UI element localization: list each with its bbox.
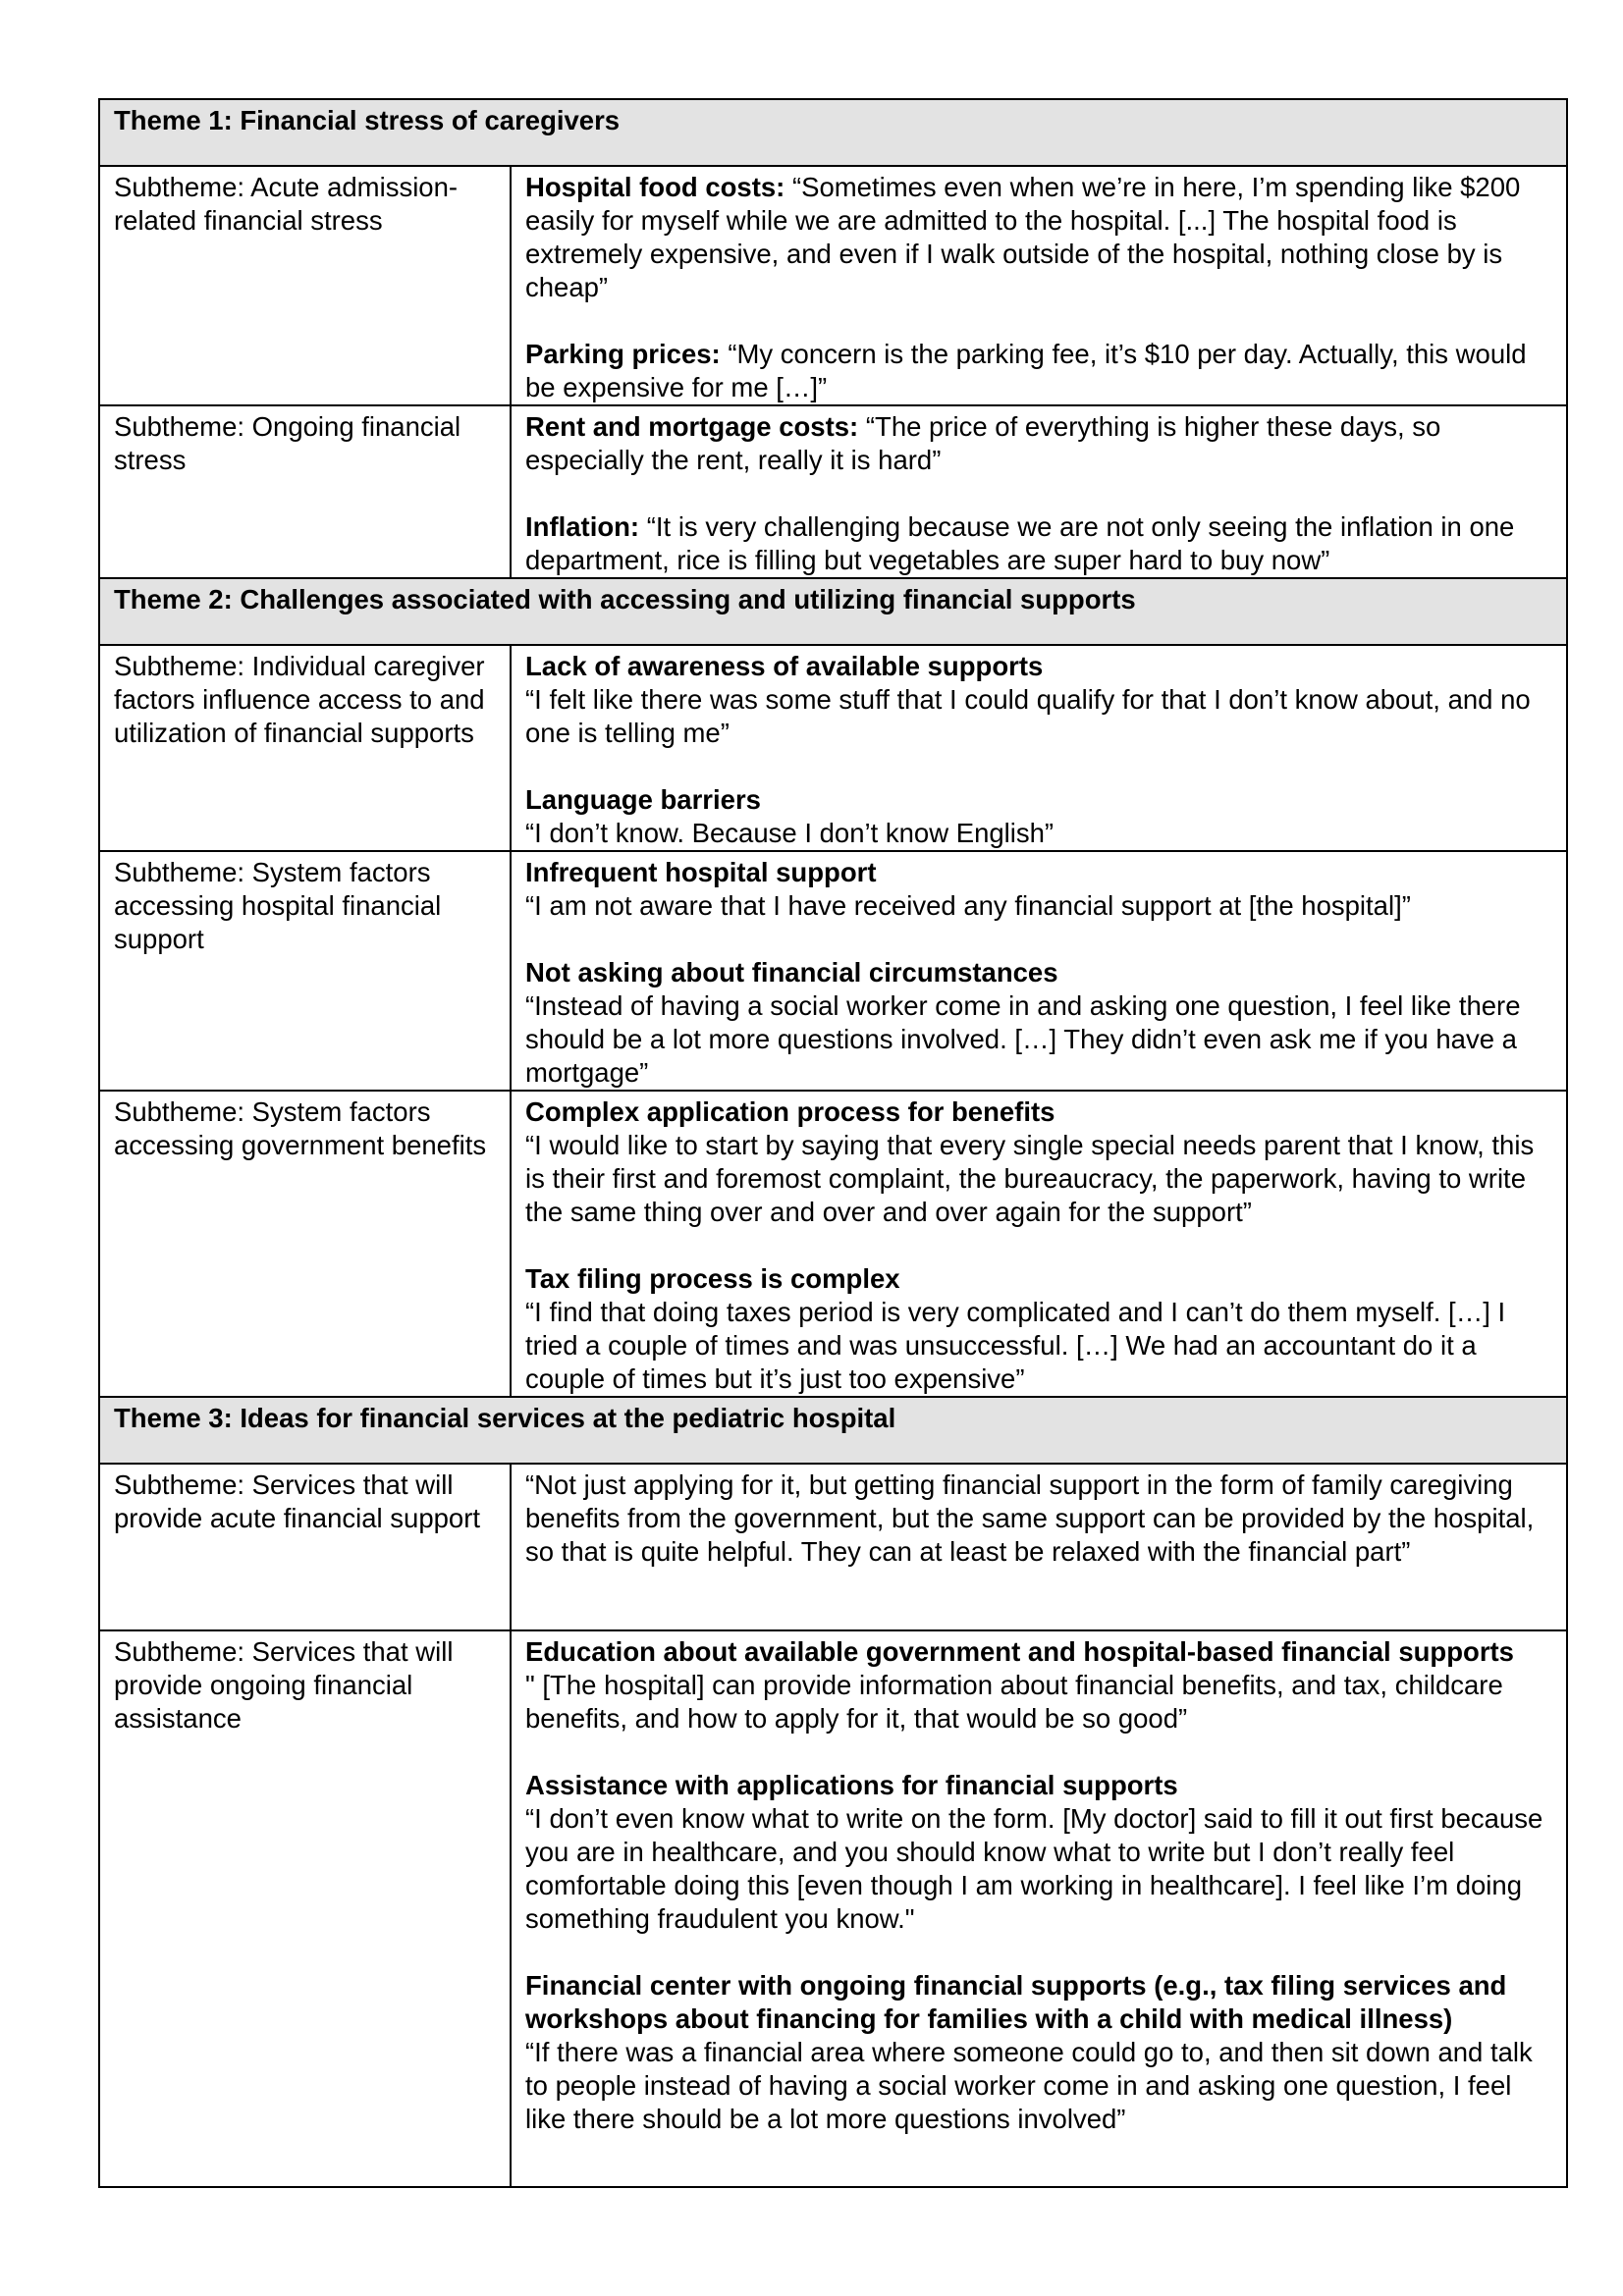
entry-quote: “I don’t know. Because I don’t know English” (525, 818, 1055, 848)
evidence-cell (511, 166, 1567, 405)
entry-quote: “My concern is the parking fee, it’s $10 per day. Actually, this would be expensive for me […]” (525, 339, 1527, 402)
themes-table (98, 98, 1568, 2188)
entry-heading: Not asking about financial circumstances (525, 957, 1058, 988)
evidence-entry (525, 171, 1552, 304)
subtheme-row (99, 405, 1567, 578)
evidence-entry (525, 1769, 1552, 1936)
entry-heading: Complex application process for benefits (525, 1096, 1055, 1127)
entry-quote: " [The hospital] can provide information about financial benefits, and tax, childcare benefits, and how to apply for it, that would be so good” (525, 1670, 1503, 1734)
entry-heading: Infrequent hospital support (525, 857, 877, 887)
subtheme-label: Subtheme: Individual caregiver factors influence access to and utilization of financial supports (99, 645, 511, 851)
entry-quote: “I am not aware that I have received any financial support at [the hospital]” (525, 890, 1411, 921)
entry-heading: Parking prices: (525, 339, 721, 369)
entry-heading: Hospital food costs: (525, 172, 785, 202)
entry-quote: “The price of everything is higher these days, so especially the rent, really it is hard” (525, 411, 1441, 475)
entry-heading: Tax filing process is complex (525, 1263, 900, 1294)
entry-heading: Assistance with applications for financial supports (525, 1770, 1178, 1800)
subtheme-label: Subtheme: System factors accessing government benefits (99, 1091, 511, 1397)
entry-heading: Education about available government and hospital-based financial supports (525, 1636, 1514, 1667)
evidence-entry (525, 410, 1552, 477)
entry-heading: Lack of awareness of available supports (525, 651, 1044, 681)
subtheme-label: Subtheme: System factors accessing hospital financial support (99, 851, 511, 1091)
theme-row (99, 99, 1567, 166)
theme-title: Theme 3: Ideas for financial services at the pediatric hospital (99, 1397, 1567, 1464)
theme-row (99, 578, 1567, 645)
evidence-entry (525, 1969, 1552, 2136)
evidence-entry (525, 783, 1552, 850)
entry-quote: “Sometimes even when we’re in here, I’m spending like $200 easily for myself while we are admitted to the hospital. [...] The hospital food is extremely expensive, and even if I walk outside of the hospital, nothing close by is cheap” (525, 172, 1521, 302)
evidence-entry (525, 1262, 1552, 1396)
theme-row (99, 1397, 1567, 1464)
evidence-entry (525, 338, 1552, 404)
entry-quote: “If there was a financial area where someone could go to, and then sit down and talk to people instead of having a social worker come in and asking one question, I feel like there should be a lot more questions involved” (525, 2037, 1533, 2134)
entry-heading: Language barriers (525, 784, 761, 815)
subtheme-row (99, 1464, 1567, 1630)
entry-quote: “I would like to start by saying that every single special needs parent that I know, this is their first and foremost complaint, the bureaucracy, the paperwork, having to write the same thing over and over and over again for the support” (525, 1130, 1535, 1227)
evidence-cell (511, 645, 1567, 851)
entry-heading: Rent and mortgage costs: (525, 411, 859, 442)
entry-quote: “Not just applying for it, but getting financial support in the form of family caregiving benefits from the government, but the same support can be provided by the hospital, so that is quite helpful. They can at least be relaxed with the financial part” (525, 1469, 1535, 1567)
entry-quote: “It is very challenging because we are not only seeing the inflation in one department, rice is filling but vegetables are super hard to buy now” (525, 511, 1515, 575)
subtheme-label: Subtheme: Acute admission-related financial stress (99, 166, 511, 405)
evidence-entry (525, 510, 1552, 577)
entry-quote: “I find that doing taxes period is very complicated and I can’t do them myself. […] I tried a couple of times and was unsuccessful. […] We had an accountant do it a couple of times but it’s just too expensive” (525, 1297, 1506, 1394)
evidence-entry (525, 650, 1552, 750)
evidence-entry (525, 956, 1552, 1090)
evidence-cell (511, 1464, 1567, 1630)
evidence-cell (511, 851, 1567, 1091)
evidence-cell (511, 1630, 1567, 2187)
entry-heading: Inflation: (525, 511, 640, 542)
subtheme-row (99, 1091, 1567, 1397)
evidence-cell (511, 1091, 1567, 1397)
subtheme-row (99, 1630, 1567, 2187)
subtheme-row (99, 645, 1567, 851)
subtheme-label: Subtheme: Ongoing financial stress (99, 405, 511, 578)
evidence-entry (525, 1468, 1552, 1569)
entry-quote: “I felt like there was some stuff that I could qualify for that I don’t know about, and no one is telling me” (525, 684, 1531, 748)
theme-title: Theme 2: Challenges associated with accessing and utilizing financial supports (99, 578, 1567, 645)
evidence-entry (525, 1095, 1552, 1229)
evidence-cell (511, 405, 1567, 578)
subtheme-label: Subtheme: Services that will provide acute financial support (99, 1464, 511, 1630)
entry-quote: “I don’t even know what to write on the form. [My doctor] said to fill it out first because you are in healthcare, and you should know what to write but I don’t really feel comfortable doing this [even though I am working in healthcare]. I feel like I’m doing something fraudulent you know." (525, 1803, 1543, 1934)
evidence-entry (525, 1635, 1552, 1735)
entry-quote: “Instead of having a social worker come in and asking one question, I feel like there should be a lot more questions involved. […] They didn’t even ask me if you have a mortgage” (525, 990, 1521, 1088)
subtheme-row (99, 166, 1567, 405)
entry-heading: Financial center with ongoing financial supports (e.g., tax filing services and workshops about financing for families with a child with medical illness) (525, 1970, 1507, 2034)
subtheme-row (99, 851, 1567, 1091)
theme-title: Theme 1: Financial stress of caregivers (99, 99, 1567, 166)
evidence-entry (525, 856, 1552, 923)
subtheme-label: Subtheme: Services that will provide ongoing financial assistance (99, 1630, 511, 2187)
